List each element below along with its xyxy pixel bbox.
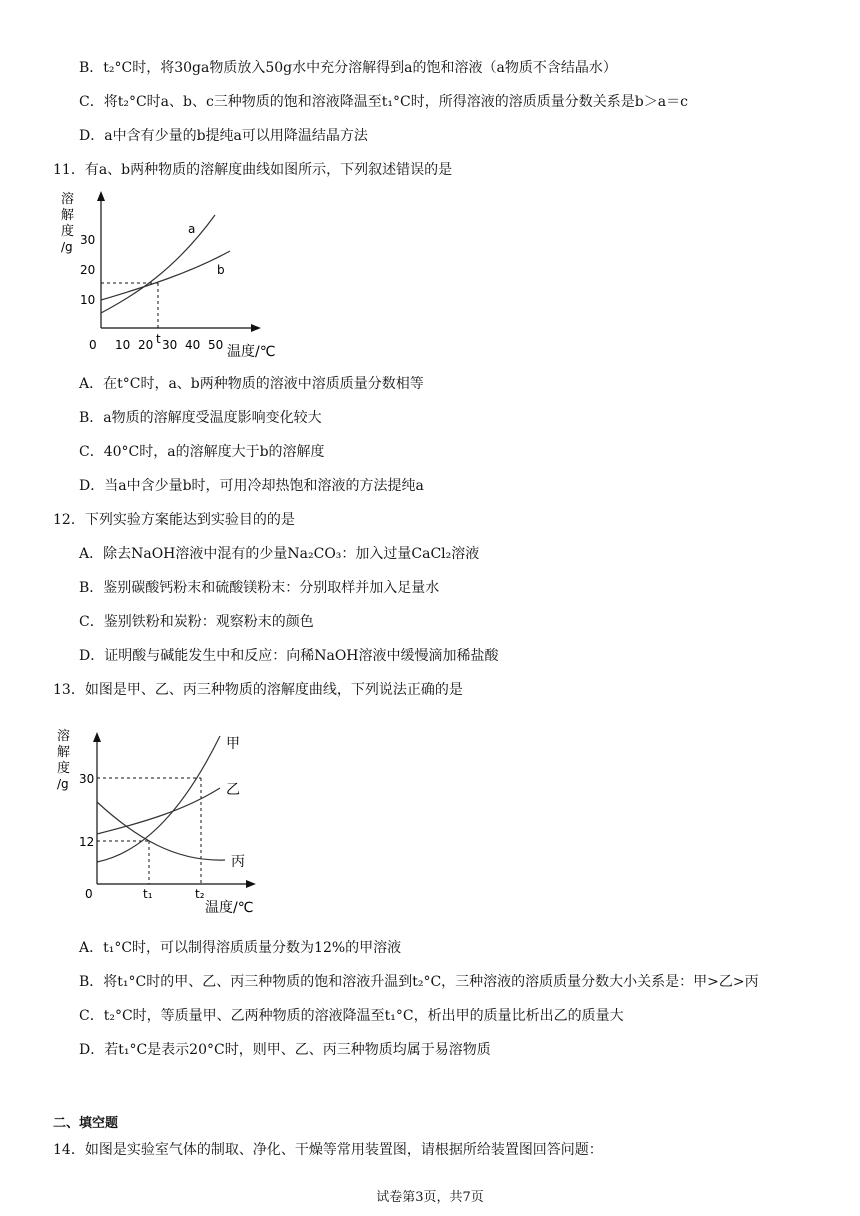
q11-xtick-10: 10 <box>115 338 131 352</box>
q11-xtick-t: t <box>156 332 161 346</box>
q13-ylabel-3: 度 <box>57 761 71 776</box>
q11-option-b: B．a物质的溶解度受温度影响变化较大 <box>79 410 322 426</box>
q11-curve-b <box>101 251 230 300</box>
q11-y-arrow <box>97 191 105 201</box>
q11-xtick-20: 20 <box>138 338 154 352</box>
q12-option-a: A．除去NaOH溶液中混有的少量Na₂CO₃：加入过量CaCl₂溶液 <box>79 546 480 562</box>
q13-y-arrow <box>93 732 101 742</box>
q11-ytick-30: 30 <box>80 233 96 247</box>
q13-ylabel-1: 溶 <box>57 729 71 744</box>
q12-option-c: C．鉴别铁粉和炭粉：观察粉末的颜色 <box>79 614 314 630</box>
q11-label-a: a <box>188 222 196 236</box>
q13-xtick-t1: t₁ <box>143 887 153 901</box>
q11-ylabel-4: /g <box>61 240 73 254</box>
q13-option-b: B．将t₁°C时的甲、乙、丙三种物质的饱和溶液升温到t₂°C，三种溶液的溶质质量分数大小关系是：甲>乙>丙 <box>79 974 759 990</box>
q11-xtick-40: 40 <box>185 338 201 352</box>
q13-label-bing: 丙 <box>231 854 245 870</box>
q11-ytick-10: 10 <box>80 293 96 307</box>
q11-xlabel: 温度/℃ <box>227 344 276 360</box>
q13-x-arrow <box>246 880 256 888</box>
q13-ytick-12: 12 <box>79 835 95 849</box>
q11-option-a: A．在t°C时，a、b两种物质的溶液中溶质质量分数相等 <box>79 376 424 392</box>
q11-label-b: b <box>217 263 225 277</box>
q13-xlabel: 温度/℃ <box>205 900 254 916</box>
q13-stem: 13．如图是甲、乙、丙三种物质的溶解度曲线，下列说法正确的是 <box>53 682 463 698</box>
q13-label-jia: 甲 <box>226 736 240 752</box>
q11-xtick-0: 0 <box>89 338 97 352</box>
q13-curve-bing <box>97 802 225 860</box>
page-footer: 试卷第3页，共7页 <box>376 1190 484 1205</box>
q11-ylabel-3: 度 <box>61 224 75 239</box>
q13-option-d: D．若t₁°C是表示20°C时，则甲、乙、丙三种物质均属于易溶物质 <box>79 1042 491 1058</box>
q12-option-d: D．证明酸与碱能发生中和反应：向稀NaOH溶液中缓慢滴加稀盐酸 <box>79 648 499 664</box>
q11-option-c: C．40°C时，a的溶解度大于b的溶解度 <box>79 444 325 460</box>
q13-xtick-t2: t₂ <box>195 887 205 901</box>
q11-ytick-20: 20 <box>80 263 96 277</box>
q11-x-arrow <box>251 324 261 332</box>
q13-option-c: C．t₂°C时，等质量甲、乙两种物质的溶液降温至t₁°C，析出甲的质量比析出乙的质量大 <box>79 1008 624 1024</box>
q11-ylabel-1: 溶 <box>61 192 75 207</box>
q11-curve-a <box>101 215 215 313</box>
q10-option-c: C．将t₂°C时a、b、c三种物质的饱和溶液降温至t₁°C时，所得溶液的溶质质量分数关系是b＞a＝c <box>79 94 688 110</box>
q12-option-b: B．鉴别碳酸钙粉末和硫酸镁粉末：分别取样并加入足量水 <box>79 580 440 596</box>
q11-solubility-chart <box>55 185 295 365</box>
q13-ylabel-2: 解 <box>57 745 71 760</box>
q10-option-b: B．t₂°C时，将30ga物质放入50g水中充分溶解得到a的饱和溶液（a物质不含结晶水） <box>79 60 617 76</box>
section-fill-in-blank-heading: 二、填空题 <box>53 1116 119 1131</box>
q11-option-d: D．当a中含少量b时，可用冷却热饱和溶液的方法提纯a <box>79 478 424 494</box>
q13-ytick-30: 30 <box>79 772 95 786</box>
q13-label-yi: 乙 <box>226 782 240 798</box>
q10-option-d: D．a中含有少量的b提纯a可以用降温结晶方法 <box>79 128 368 144</box>
q13-origin: 0 <box>85 887 93 901</box>
q11-xtick-30: 30 <box>162 338 178 352</box>
q13-ylabel-4: /g <box>57 777 69 791</box>
q13-option-a: A．t₁°C时，可以制得溶质质量分数为12%的甲溶液 <box>79 940 402 956</box>
q11-ylabel-2: 解 <box>61 208 75 223</box>
q11-stem: 11．有a、b两种物质的溶解度曲线如图所示，下列叙述错误的是 <box>53 162 453 178</box>
q12-stem: 12．下列实验方案能达到实验目的的是 <box>53 512 295 528</box>
q14-stem: 14．如图是实验室气体的制取、净化、干燥等常用装置图，请根据所给装置图回答问题： <box>53 1142 603 1158</box>
q13-solubility-chart <box>55 722 275 922</box>
q11-xtick-50: 50 <box>208 338 224 352</box>
